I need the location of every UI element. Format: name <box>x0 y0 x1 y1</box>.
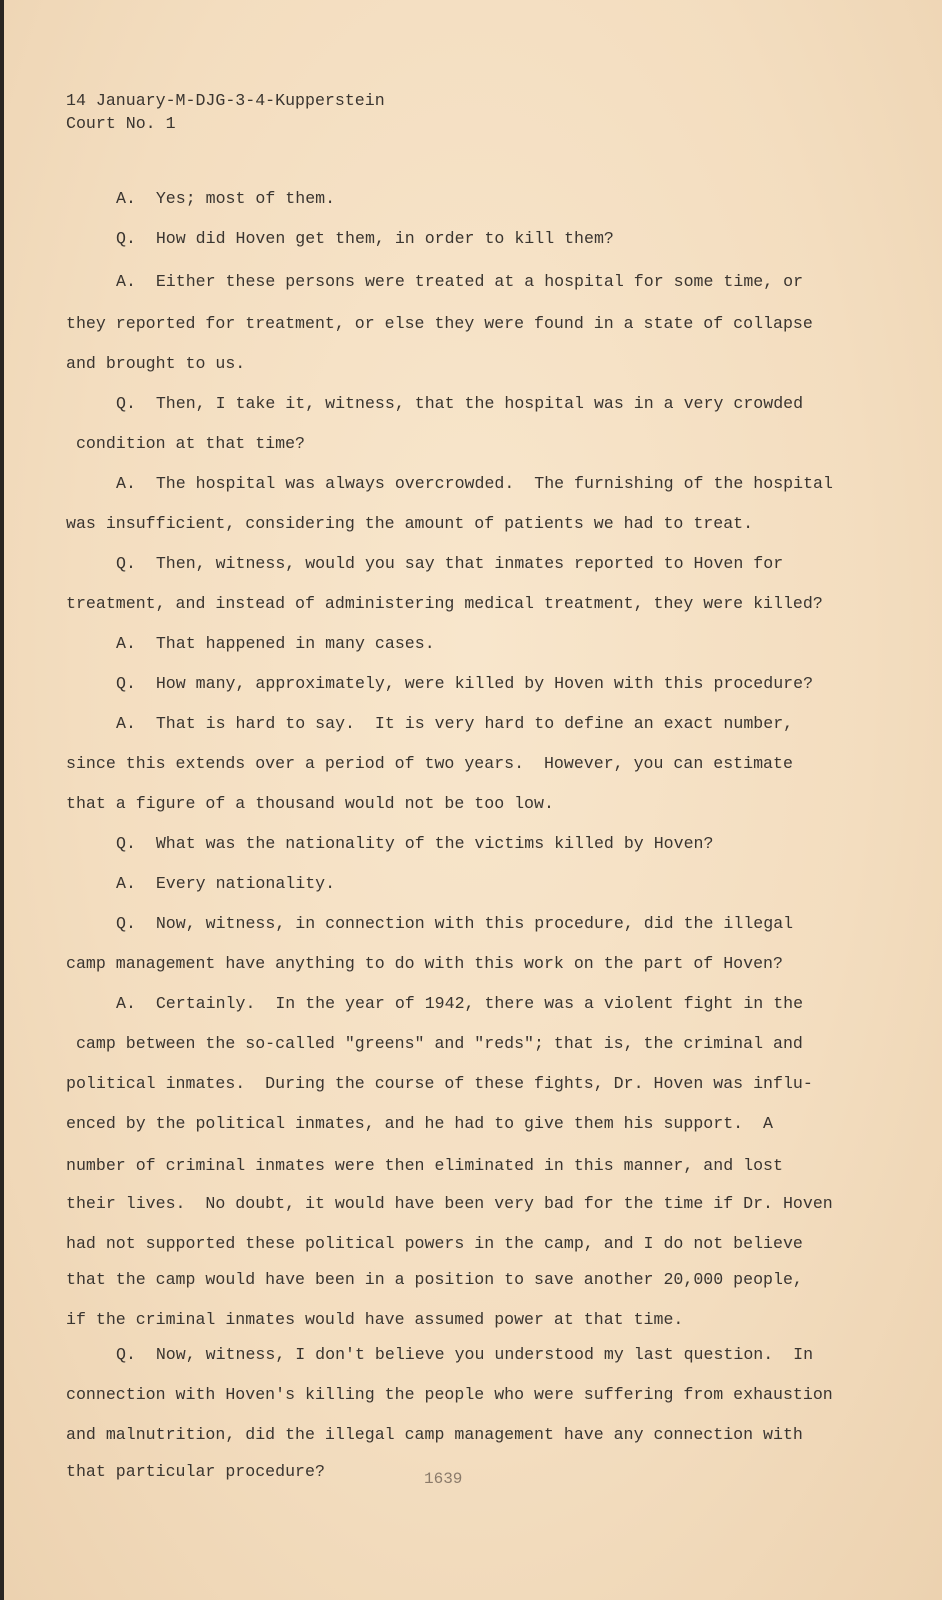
transcript-line: A. Yes; most of them. <box>116 189 336 208</box>
transcript-line: A. That is hard to say. It is very hard to define an exact number, <box>116 714 794 733</box>
transcript-line: Q. Then, I take it, witness, that the hospital was in a very crowded <box>116 394 804 413</box>
transcript-line: A. The hospital was always overcrowded. The furnishing of the hospital <box>116 474 833 493</box>
transcript-line: Q. What was the nationality of the victims killed by Hoven? <box>116 834 714 853</box>
header-court: Court No. 1 <box>66 114 176 133</box>
header-reference: 14 January-M-DJG-3-4-Kupperstein <box>66 91 385 110</box>
transcript-line: A. Every nationality. <box>116 874 336 893</box>
transcript-line: A. That happened in many cases. <box>116 634 435 653</box>
transcript-line: had not supported these political powers in the camp, and I do not believe <box>66 1234 803 1253</box>
transcript-line: since this extends over a period of two years. However, you can estimate <box>66 754 793 773</box>
transcript-line: was insufficient, considering the amount of patients we had to treat. <box>66 514 754 533</box>
transcript-line: Q. How did Hoven get them, in order to kill them? <box>116 229 614 248</box>
transcript-line: that particular procedure? <box>66 1462 325 1481</box>
transcript-line: that a figure of a thousand would not be too low. <box>66 794 554 813</box>
transcript-line: A. Either these persons were treated at a hospital for some time, or <box>116 272 804 291</box>
transcript-line: and brought to us. <box>66 354 246 373</box>
transcript-line: connection with Hoven's killing the people who were suffering from exhaustion <box>66 1385 833 1404</box>
transcript-line: condition at that time? <box>66 434 305 453</box>
transcript-line: political inmates. During the course of these fights, Dr. Hoven was influ- <box>66 1074 813 1093</box>
transcript-line: Q. Now, witness, in connection with this procedure, did the illegal <box>116 914 794 933</box>
page-number: 1639 <box>424 1470 463 1488</box>
transcript-line: Q. Then, witness, would you say that inmates reported to Hoven for <box>116 554 784 573</box>
transcript-line: camp between the so-called "greens" and "reds"; that is, the criminal and <box>66 1034 803 1053</box>
transcript-line: and malnutrition, did the illegal camp management have any connection with <box>66 1425 803 1444</box>
transcript-line: A. Certainly. In the year of 1942, there was a violent fight in the <box>116 994 804 1013</box>
transcript-line: camp management have anything to do with this work on the part of Hoven? <box>66 954 783 973</box>
transcript-line: treatment, and instead of administering medical treatment, they were killed? <box>66 594 823 613</box>
transcript-line: their lives. No doubt, it would have been very bad for the time if Dr. Hoven <box>66 1194 833 1213</box>
transcript-line: that the camp would have been in a position to save another 20,000 people, <box>66 1270 803 1289</box>
document-page <box>4 0 942 1600</box>
transcript-line: Q. Now, witness, I don't believe you understood my last question. In <box>116 1345 814 1364</box>
transcript-line: enced by the political inmates, and he had to give them his support. A <box>66 1114 774 1133</box>
transcript-line: number of criminal inmates were then eliminated in this manner, and lost <box>66 1156 783 1175</box>
transcript-line: they reported for treatment, or else they were found in a state of collapse <box>66 314 813 333</box>
transcript-line: if the criminal inmates would have assumed power at that time. <box>66 1310 684 1329</box>
transcript-line: Q. How many, approximately, were killed by Hoven with this procedure? <box>116 674 814 693</box>
